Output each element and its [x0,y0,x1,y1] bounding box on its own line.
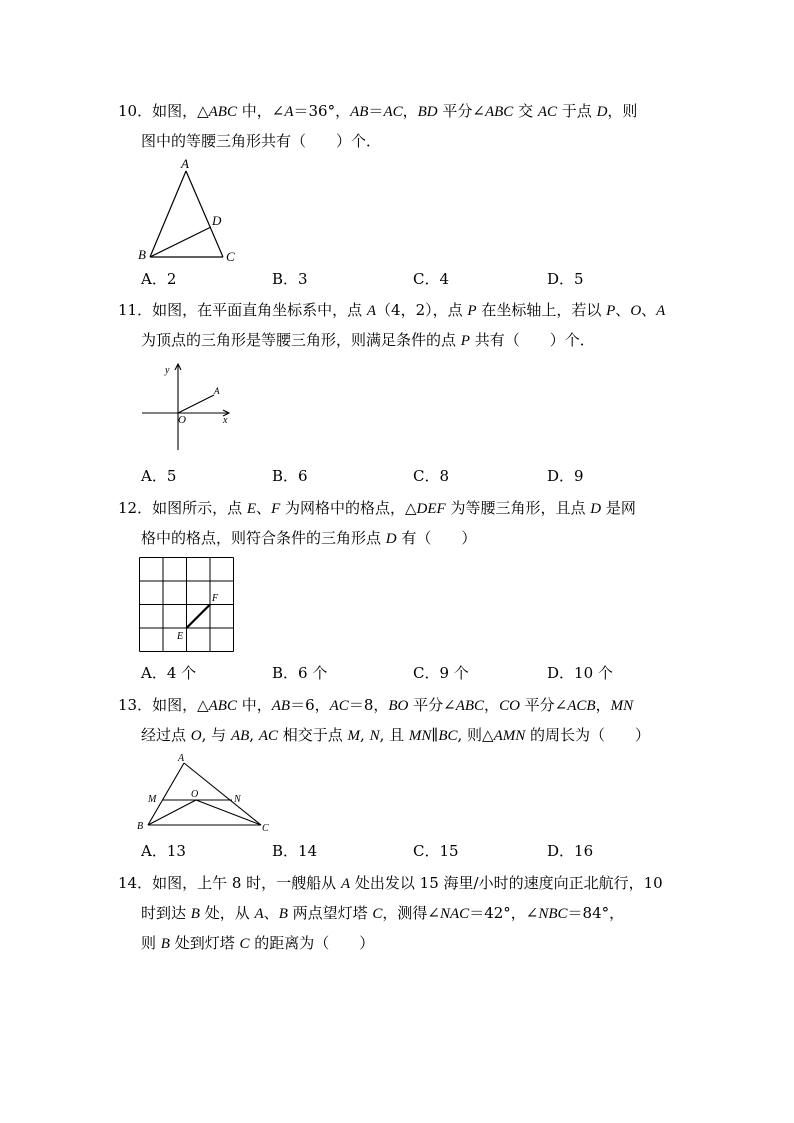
question-11-line-1: 11．如图，在平面直角坐标系中，点 A（4，2），点 P 在坐标轴上，若以 P、O、A [118,301,666,319]
question-10-line-2: 图中的等腰三角形共有（ ）个． [141,132,382,150]
question-11-options [0,466,794,486]
label-A: A [178,753,185,764]
question-14-line-3: 则 B 处到灯塔 C 的距离为（ ） [141,934,375,952]
label-B: B [138,247,146,262]
label-B: B [137,821,144,832]
option-d: D．5 [547,270,584,288]
option-a: A．2 [141,270,177,288]
option-c: C．15 [413,842,459,860]
question-10-triangle-figure [130,155,245,265]
question-14-line-1: 14．如图，上午 8 时，一艘船从 A 处出发以 15 海里/小时的速度向正北航行，10 [118,874,663,892]
label-y: y [165,365,170,376]
label-N: N [234,794,241,805]
label-C: C [226,249,235,264]
question-10-line-1: 10．如图，△ABC 中，∠A＝36°，AB＝AC，BD 平分∠ABC 交 AC 于点 D，则 [118,102,638,120]
segment-OA [178,395,214,413]
grid-lines [140,558,234,652]
option-c: C．8 [413,467,450,485]
question-11-coordinate-figure [136,358,241,456]
label-C: C [262,823,269,834]
option-d: D．10 个 [547,664,613,682]
label-E: E [177,631,184,642]
question-14-line-2: 时到达 B 处，从 A、B 两点望灯塔 C，测得∠NAC＝42°，∠NBC＝84°， [141,904,625,922]
label-A: A [181,156,189,171]
label-M: M [148,794,157,805]
option-b: B．6 个 [272,664,328,682]
option-c: C．4 [413,270,450,288]
label-F: F [212,593,219,604]
option-b: B．14 [272,842,318,860]
question-12-line-1: 12．如图所示，点 E、F 为网格中的格点，△DEF 为等腰三角形，且点 D 是网 [118,499,636,517]
option-c: C．9 个 [413,664,469,682]
option-a: A．5 [141,467,177,485]
question-12-line-2: 格中的格点，则符合条件的三角形点 D 有（ ） [141,529,477,547]
segment-EF [187,605,211,629]
label-x: x [223,415,228,426]
question-13-line-2: 经过点 O, 与 AB, AC 相交于点 M, N, 且 MN∥BC, 则△AMN 的周长为（ ） [141,726,651,744]
option-d: D．16 [547,842,594,860]
label-D: D [212,213,222,228]
label-O: O [191,789,199,800]
question-12-options [0,663,794,683]
option-b: B．6 [272,467,308,485]
segment-CO [196,800,261,825]
segment-BD [150,227,211,257]
option-d: D．9 [547,467,584,485]
segment-AB [150,171,186,257]
question-12-grid-figure [139,557,236,654]
label-O: O [178,414,186,426]
question-11-line-2: 为顶点的三角形是等腰三角形，则满足条件的点 P 共有（ ）个． [141,331,595,349]
question-13-triangle-figure [134,751,279,836]
option-a: A．13 [141,842,186,860]
label-A: A [214,386,220,396]
option-b: B．3 [272,270,308,288]
option-a: A．4 个 [141,664,197,682]
question-13-line-1: 13．如图，△ABC 中，AB＝6，AC＝8，BO 平分∠ABC，CO 平分∠ACB，MN [118,696,634,714]
question-10-options [0,269,794,289]
question-13-options [0,841,794,861]
